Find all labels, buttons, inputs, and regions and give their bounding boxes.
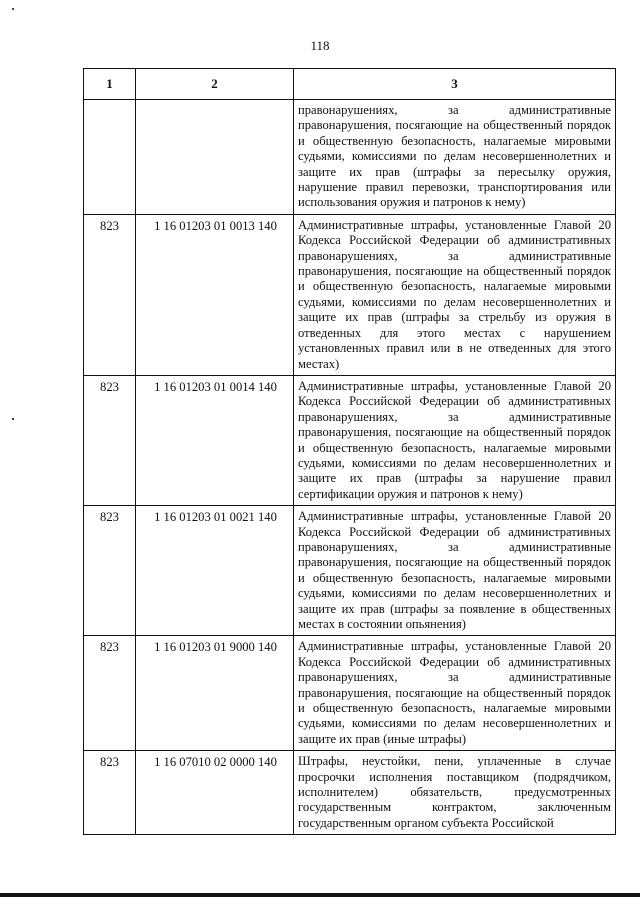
table-row <box>84 506 616 636</box>
scan-speck <box>12 418 14 420</box>
column-header: 1 <box>84 69 136 100</box>
budget-code-table <box>83 68 616 835</box>
table-row <box>84 636 616 751</box>
admin-code-cell: 823 <box>84 751 136 835</box>
kbk-code-cell: 1 16 07010 02 0000 140 <box>136 751 294 835</box>
description-cell: Административные штрафы, установленные Главой 20 Кодекса Российской Федерации об административных правонарушениях, за административные правонарушения, посягающие на общественный порядок и общественную безопасность, налагаемые мировыми судьями, комиссиями по делам несовершеннолетних и защите их прав (штрафы за появление в общественных местах в состоянии опьянения) <box>294 506 616 636</box>
kbk-code-cell <box>136 100 294 215</box>
admin-code-cell: 823 <box>84 506 136 636</box>
kbk-code-cell: 1 16 01203 01 0021 140 <box>136 506 294 636</box>
table-row <box>84 375 616 505</box>
description-cell: Административные штрафы, установленные Главой 20 Кодекса Российской Федерации об административных правонарушениях, за административные правонарушения, посягающие на общественный порядок и общественную безопасность, налагаемые мировыми судьями, комиссиями по делам несовершеннолетних и защите их прав (штрафы за стрельбу из оружия в отведенных для этого местах с нарушением установленных правил или в не отведенных для этого местах) <box>294 214 616 375</box>
table-row <box>84 100 616 215</box>
table-header-row <box>84 69 616 100</box>
scan-bottom-edge <box>0 893 640 897</box>
admin-code-cell <box>84 100 136 215</box>
description-cell: Административные штрафы, установленные Главой 20 Кодекса Российской Федерации об административных правонарушениях, за административные правонарушения, посягающие на общественный порядок и общественную безопасность, налагаемые мировыми судьями, комиссиями по делам несовершеннолетних и защите их прав (иные штрафы) <box>294 636 616 751</box>
admin-code-cell: 823 <box>84 214 136 375</box>
scan-speck <box>12 8 14 10</box>
admin-code-cell: 823 <box>84 375 136 505</box>
description-cell: Штрафы, неустойки, пени, уплаченные в случае просрочки исполнения поставщиком (подрядчиком, исполнителем) обязательств, предусмотренных государственным контрактом, заключенным государственным органом субъекта Российской <box>294 751 616 835</box>
admin-code-cell: 823 <box>84 636 136 751</box>
table-row <box>84 751 616 835</box>
kbk-code-cell: 1 16 01203 01 9000 140 <box>136 636 294 751</box>
kbk-code-cell: 1 16 01203 01 0014 140 <box>136 375 294 505</box>
table-row <box>84 214 616 375</box>
page-number: 118 <box>310 38 330 53</box>
column-header: 3 <box>294 69 616 100</box>
description-cell: Административные штрафы, установленные Главой 20 Кодекса Российской Федерации об административных правонарушениях, за административные правонарушения, посягающие на общественный порядок и общественную безопасность, налагаемые мировыми судьями, комиссиями по делам несовершеннолетних и защите их прав (штрафы за нарушение правил сертификации оружия и патронов к нему) <box>294 375 616 505</box>
description-cell: правонарушениях, за административные правонарушения, посягающие на общественный порядок и общественную безопасность, налагаемые мировыми судьями, комиссиями по делам несовершеннолетних и защите их прав (штрафы за пересылку оружия, нарушение правил перевозки, транспортирования или использования оружия и патронов к нему) <box>294 100 616 215</box>
kbk-code-cell: 1 16 01203 01 0013 140 <box>136 214 294 375</box>
column-header: 2 <box>136 69 294 100</box>
